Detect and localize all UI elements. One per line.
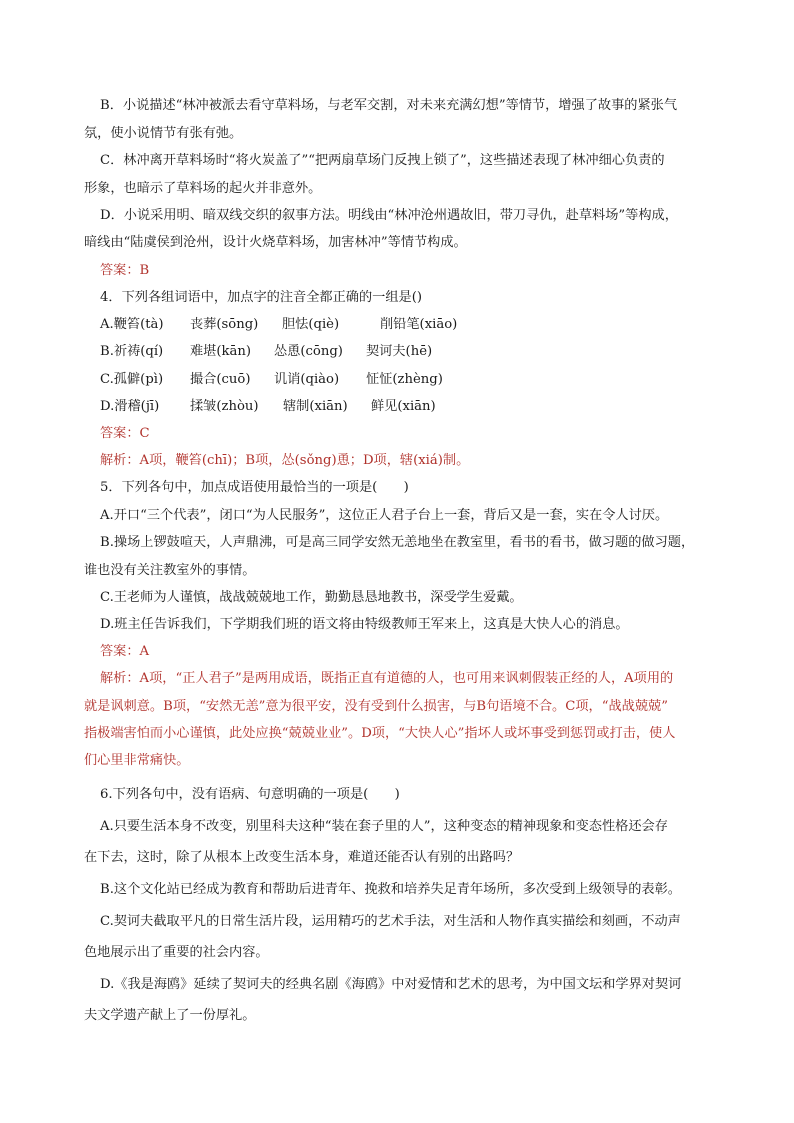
q4-c-word1: C.孤僻(pì) [100, 372, 164, 387]
q3-option-c-line2: 形象，也暗示了草料场的起火并非意外。 [84, 181, 322, 196]
q4-d-word3: 辖制(xiān) [283, 399, 348, 414]
q5-option-d: D.班主任告诉我们，下学期我们班的语文将由特级教师王军来上，这真是大快人心的消息。 [100, 617, 629, 632]
q4-d-word2: 揉皱(zhòu) [190, 399, 259, 414]
q4-a-word2: 丧葬(sōng) [190, 317, 259, 332]
q4-c-word4: 怔怔(zhèng) [366, 372, 443, 387]
q4-b-word1: B.祈祷(qí) [100, 344, 164, 359]
q3-option-b-line2: 氛，使小说情节有张有弛。 [84, 126, 243, 141]
q3-option-d-line2: 暗线由“陆虞侯到沧州，设计火烧草料场，加害林冲”等情节构成。 [84, 235, 467, 250]
q4-option-d [100, 398, 436, 416]
q4-a-word1: A.鞭笞(tà) [100, 317, 164, 332]
q3-answer: 答案：B [100, 263, 150, 278]
q5-option-c: C.王老师为人谨慎，战战兢兢地工作，勤勤恳恳地教书，深受学生爱戴。 [100, 590, 523, 605]
q4-d-word4: 鲜见(xiān) [371, 399, 436, 414]
q5-option-a: A.开口“三个代表”，闭口“为人民服务”，这位正人君子台上一套，背后又是一套，实在令人讨厌。 [100, 508, 669, 523]
q5-option-b-line2: 谁也没有关注教室外的事情。 [84, 563, 256, 578]
q4-b-word2: 难堪(kān) [190, 344, 252, 359]
q3-option-d-line1: D．小说采用明、暗双线交织的叙事方法。明线由“林冲沧州遇故旧，带刀寻仇，赴草料场”等构成， [100, 208, 678, 223]
q5-stem: 5．下列各句中，加点成语使用最恰当的一项是( ) [100, 480, 409, 495]
q4-analysis: 解析：A项，鞭笞(chī)；B项，怂(sǒng)恿；D项，辖(xiá)制。 [100, 453, 470, 468]
q4-stem: 4．下列各组词语中，加点字的注音全都正确的一组是() [100, 290, 422, 305]
q5-analysis-line3: 指极端害怕而小心谨慎，此处应换“兢兢业业”。D项，“大快人心”指坏人或坏事受到惩罚或打击，使人 [84, 726, 676, 741]
q4-c-word3: 讥诮(qiào) [274, 372, 340, 387]
q6-option-c-line1: C.契诃夫截取平凡的日常生活片段，运用精巧的艺术手法，对生活和人物作真实描绘和刻画，不动声 [100, 914, 681, 929]
q4-option-c [100, 371, 443, 389]
q6-stem: 6.下列各句中，没有语病、句意明确的一项是( ) [100, 787, 400, 802]
q3-option-b-line1: B．小说描述“林冲被派去看守草料场，与老军交割，对未来充满幻想”等情节，增强了故事的紧张气 [100, 98, 678, 113]
q4-b-word4: 契诃夫(hē) [366, 344, 433, 359]
q5-analysis-line2: 就是讽刺意。B项，“安然无恙”意为很平安，没有受到什么损害，与B句语境不合。C项，“战战兢兢” [84, 699, 668, 714]
q4-b-word3: 怂恿(cōng) [274, 344, 343, 359]
q3-option-c-line1: C．林冲离开草料场时“将火炭盖了”“把两扇草场门反拽上锁了”，这些描述表现了林冲细心负责的 [100, 153, 665, 168]
q6-option-b: B.这个文化站已经成为教育和帮助后进青年、挽救和培养失足青年场所，多次受到上级领导的表彰。 [100, 882, 681, 897]
q6-option-a-line1: A.只要生活本身不改变，别里科夫这种“装在套子里的人”，这种变态的精神现象和变态性格还会存 [100, 819, 668, 834]
q6-option-a-line2: 在下去，这时，除了从根本上改变生活本身，难道还能否认有别的出路吗？ [84, 850, 520, 865]
q5-option-b-line1: B.操场上锣鼓喧天，人声鼎沸，可是高三同学安然无恙地坐在教室里，看书的看书，做习题的做习题， [100, 535, 695, 550]
q4-answer: 答案：C [100, 426, 150, 441]
q6-option-d-line1: D.《我是海鸥》延续了契诃夫的经典名剧《海鸥》中对爱情和艺术的思考，为中国文坛和学界对契诃 [100, 977, 682, 992]
q6-option-c-line2: 色地展示出了重要的社会内容。 [84, 945, 269, 960]
q4-d-word1: D.滑稽(jī) [100, 399, 160, 414]
q5-analysis-line1: 解析：A项，“正人君子”是两用成语，既指正直有道德的人，也可用来讽刺假装正经的人，A项用的 [100, 671, 674, 686]
q4-a-word3: 胆怯(qiè) [282, 317, 340, 332]
q6-option-d-line2: 夫文学遗产献上了一份厚礼。 [84, 1008, 256, 1023]
q4-option-a [100, 316, 457, 334]
q4-c-word2: 撮合(cuō) [190, 372, 251, 387]
q4-option-b [100, 343, 432, 361]
q5-answer: 答案：A [100, 644, 150, 659]
q5-analysis-line4: 们心里非常痛快。 [84, 753, 190, 768]
q4-a-word4: 削铅笔(xiāo) [380, 317, 458, 332]
